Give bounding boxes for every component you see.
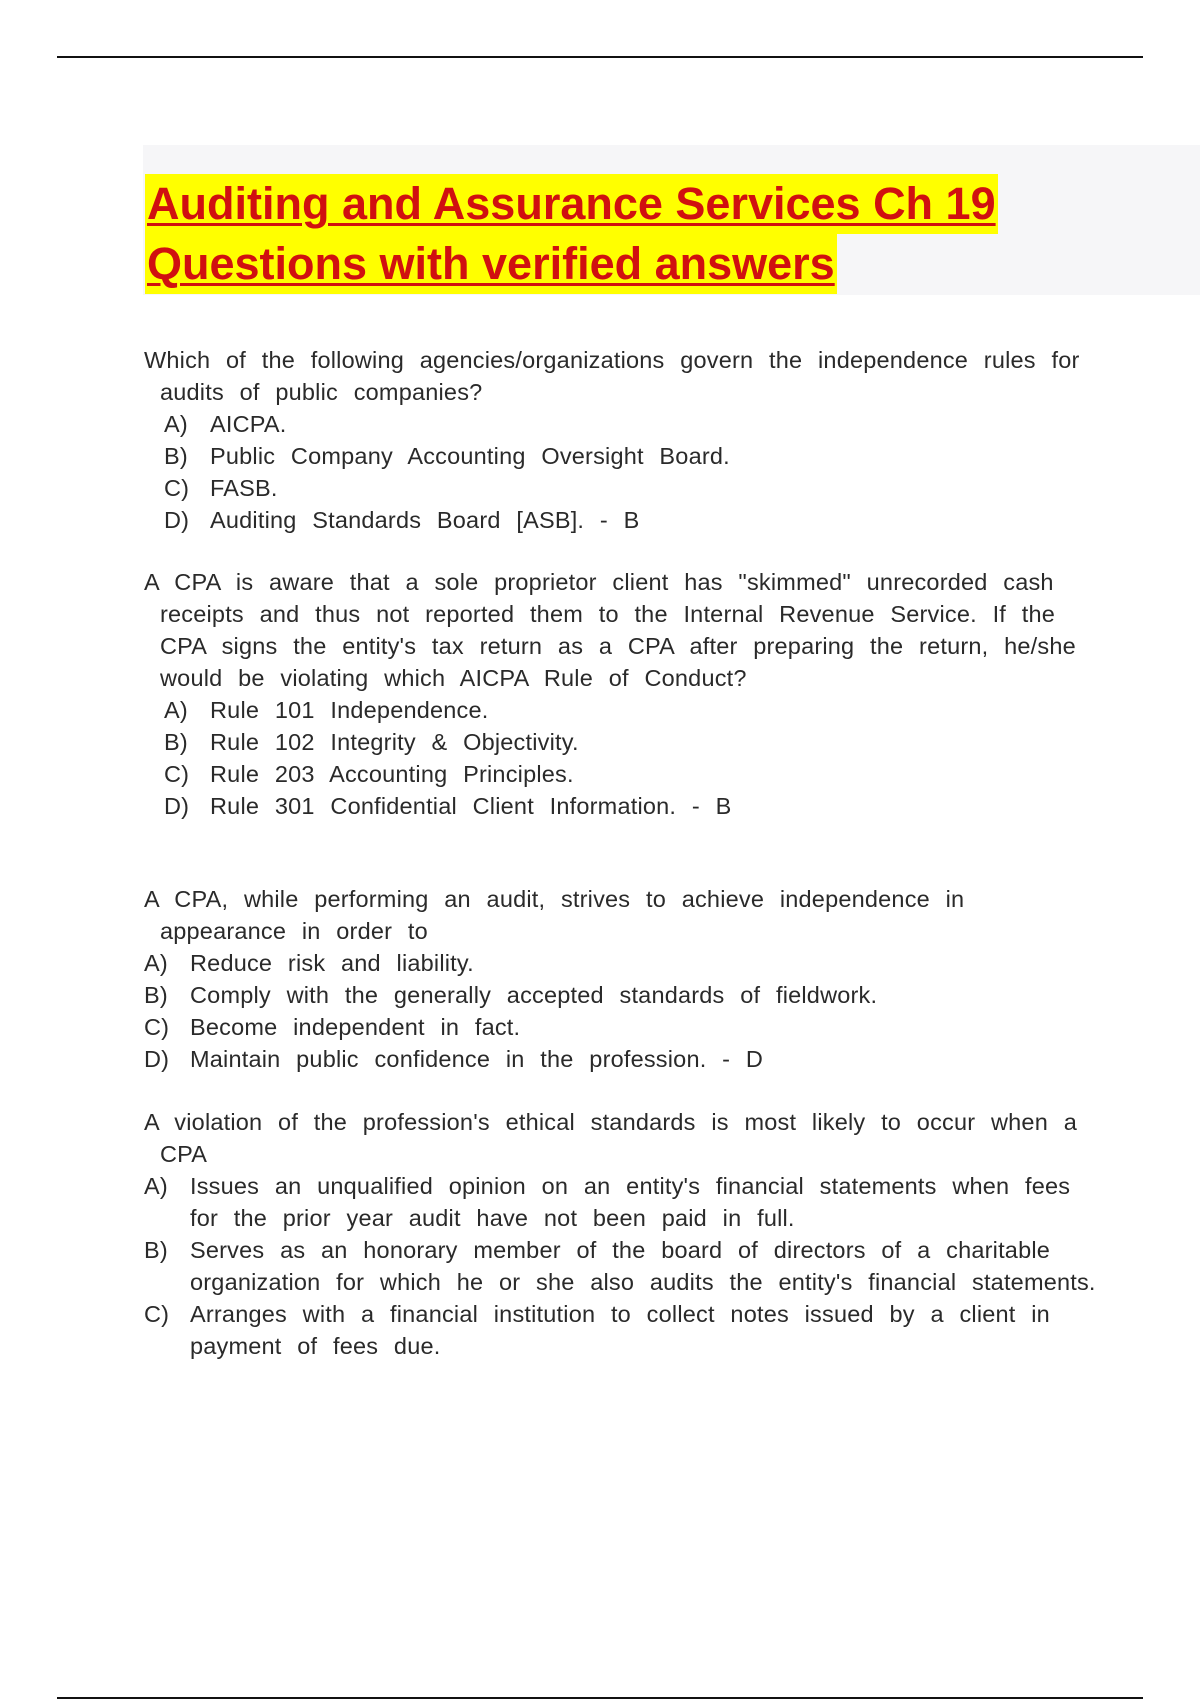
question-text: A CPA, while performing an audit, strives to achieve independence in appearance in order to bbox=[144, 886, 965, 944]
answer-option-d bbox=[144, 504, 1104, 536]
title-line-1: Auditing and Assurance Services Ch 19 bbox=[145, 174, 998, 234]
option-letter: B) bbox=[144, 982, 168, 1008]
answer-option-a bbox=[144, 1170, 1104, 1234]
question-text: A violation of the profession's ethical standards is most likely to occur when a CPA bbox=[144, 1109, 1077, 1167]
header-rule bbox=[57, 56, 1143, 58]
option-text: Auditing Standards Board [ASB]. - B bbox=[210, 507, 640, 533]
answer-option-d bbox=[144, 790, 1104, 822]
option-text: Rule 203 Accounting Principles. bbox=[210, 761, 574, 787]
question-block-3 bbox=[144, 883, 1104, 1075]
question-text: Which of the following agencies/organizations govern the independence rules for audits of public companies? bbox=[144, 347, 1080, 405]
question-text: A CPA is aware that a sole proprietor client has "skimmed" unrecorded cash receipts and thus not reported them to the Internal Revenue Service. If the CPA signs the entity's tax return as a CPA after preparing the return, he/she would be violating which AICPA Rule of Conduct? bbox=[144, 569, 1076, 691]
option-letter: D) bbox=[144, 1046, 170, 1072]
option-letter: A) bbox=[144, 950, 168, 976]
answer-option-c bbox=[144, 1011, 1104, 1043]
option-letter: C) bbox=[164, 475, 190, 501]
answer-option-b bbox=[144, 979, 1104, 1011]
question-block-2 bbox=[144, 566, 1104, 822]
option-letter: C) bbox=[144, 1301, 170, 1327]
option-text: Issues an unqualified opinion on an entity's financial statements when fees for the prior year audit have not been paid in full. bbox=[190, 1173, 1071, 1231]
option-letter: D) bbox=[164, 793, 190, 819]
option-text: Reduce risk and liability. bbox=[190, 950, 474, 976]
document-title bbox=[145, 174, 1085, 294]
option-text: Rule 101 Independence. bbox=[210, 697, 489, 723]
option-letter: C) bbox=[164, 761, 190, 787]
option-text: AICPA. bbox=[210, 411, 287, 437]
option-letter: C) bbox=[144, 1014, 170, 1040]
option-letter: A) bbox=[164, 697, 188, 723]
answer-option-c bbox=[144, 472, 1104, 504]
answer-option-d bbox=[144, 1043, 1104, 1075]
option-text: Become independent in fact. bbox=[190, 1014, 521, 1040]
answer-option-b bbox=[144, 726, 1104, 758]
option-letter: A) bbox=[164, 411, 188, 437]
option-text: Public Company Accounting Oversight Board. bbox=[210, 443, 730, 469]
option-letter: A) bbox=[144, 1173, 168, 1199]
option-letter: B) bbox=[164, 443, 188, 469]
option-letter: D) bbox=[164, 507, 190, 533]
answer-option-c bbox=[144, 758, 1104, 790]
option-text: Rule 301 Confidential Client Information. - B bbox=[210, 793, 732, 819]
question-block-4 bbox=[144, 1106, 1104, 1362]
option-text: Comply with the generally accepted standards of fieldwork. bbox=[190, 982, 878, 1008]
answer-option-c bbox=[144, 1298, 1104, 1362]
option-text: Rule 102 Integrity & Objectivity. bbox=[210, 729, 579, 755]
option-letter: B) bbox=[144, 1237, 168, 1263]
question-block-1 bbox=[144, 344, 1104, 536]
title-line-2: Questions with verified answers bbox=[145, 234, 837, 294]
option-text: Serves as an honorary member of the board of directors of a charitable organization for which he or she also audits the entity's financial statements. bbox=[190, 1237, 1096, 1295]
answer-option-a bbox=[144, 408, 1104, 440]
answer-option-b bbox=[144, 1234, 1104, 1298]
answer-option-b bbox=[144, 440, 1104, 472]
answer-option-a bbox=[144, 694, 1104, 726]
option-text: Arranges with a financial institution to collect notes issued by a client in payment of fees due. bbox=[190, 1301, 1050, 1359]
option-text: FASB. bbox=[210, 475, 278, 501]
option-text: Maintain public confidence in the profession. - D bbox=[190, 1046, 764, 1072]
footer-rule bbox=[57, 1697, 1143, 1699]
option-letter: B) bbox=[164, 729, 188, 755]
answer-option-a bbox=[144, 947, 1104, 979]
